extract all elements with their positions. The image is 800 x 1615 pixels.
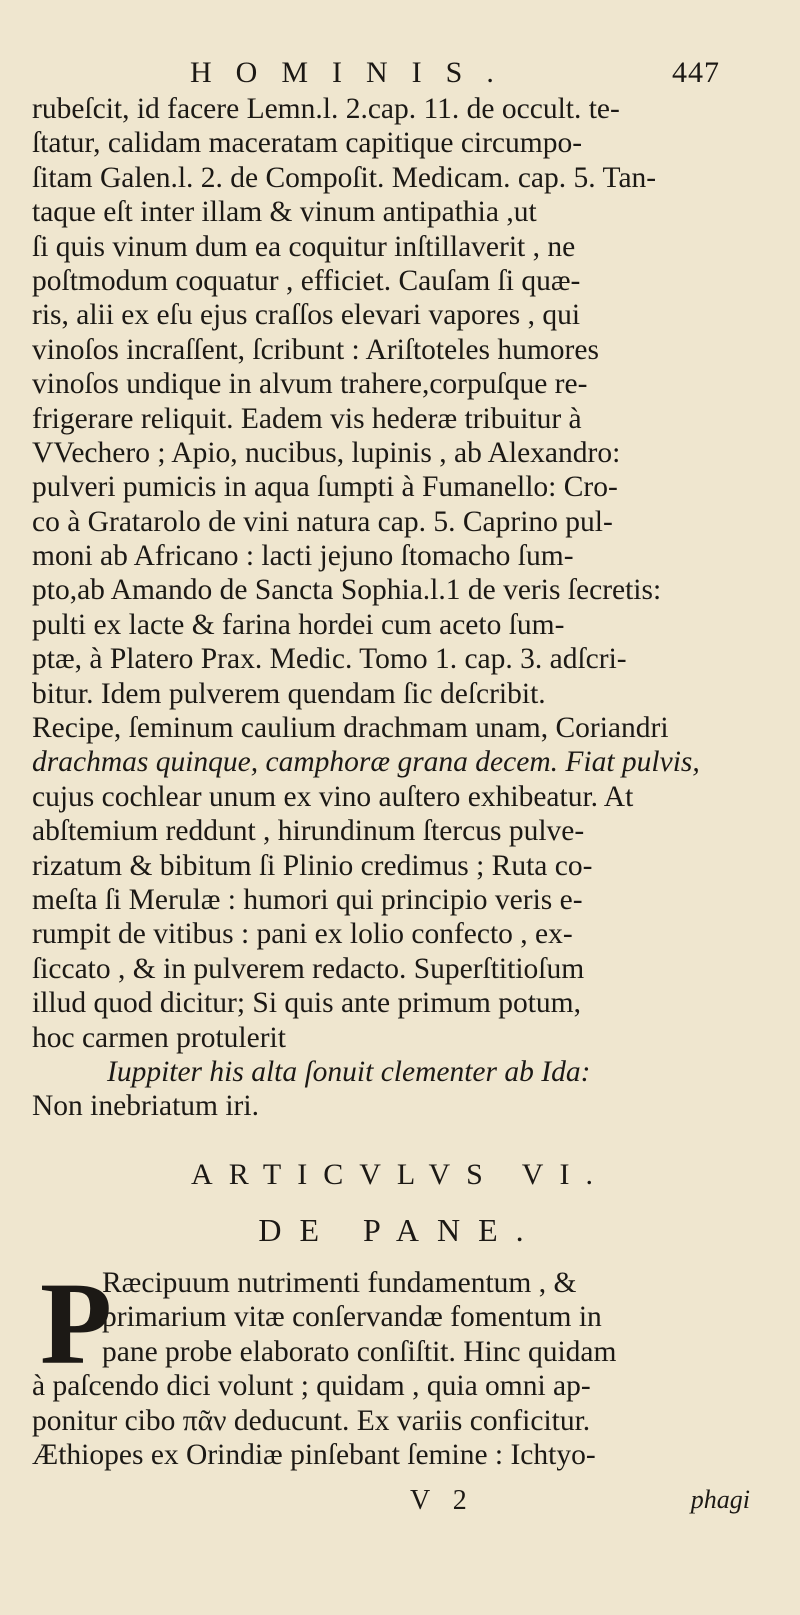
text-line: pane probe elaborato conſiſtit. Hinc quidam (102, 1335, 617, 1368)
body-text (32, 92, 732, 1124)
text-line: Ræcipuum nutrimenti fundamentum , & (102, 1267, 577, 1299)
text-line: pulti ex lacte & farina hordei cum aceto ſum- (32, 608, 565, 641)
text-line: pulveri pumicis in aqua ſumpti à Fumanello: Cro- (32, 471, 618, 504)
text-line: abſtemium reddunt , hirundinum ſtercus pulve- (32, 815, 585, 848)
text-line: moni ab Africano : lacti jejuno ſtomacho ſum- (32, 540, 574, 573)
text-line: Recipe, ſeminum caulium drachmam unam, Coriandri (32, 712, 669, 745)
catchword: phagi (690, 1485, 750, 1514)
drop-cap: P (40, 1258, 113, 1389)
text-line: frigerare reliquit. Eadem vis hederæ tribuitur à (32, 402, 582, 435)
text-line: meſta ſi Merulæ : humori qui principio veris e- (32, 883, 583, 916)
opening-paragraph (32, 1258, 752, 1472)
text-line: ſtatur, calidam maceratam capitique circumpo- (32, 127, 583, 160)
text-line: rumpit de vitibus : pani ex lolio confecto , ex- (32, 918, 573, 951)
text-line: rizatum & bibitum ſi Plinio credimus ; Ruta co- (32, 849, 593, 882)
text-line: ſitam Galen.l. 2. de Compoſit. Medicam. cap. 5. Tan- (32, 161, 657, 194)
text-line: Æthiopes ex Orindiæ pinſebant ſemine : Ichtyo- (32, 1438, 596, 1471)
text-line: ſiccato , & in pulverem redacto. Superſtitioſum (32, 952, 585, 985)
text-line: cujus cochlear unum ex vino auſtero exhibeatur. At (32, 780, 634, 813)
text-line: co à Gratarolo de vini natura cap. 5. Caprino pul- (32, 505, 613, 538)
chapter-heading: DE PANE. (258, 1212, 542, 1248)
page-header (40, 56, 720, 96)
text-line: ponitur cibo πᾶν deducunt. Ex variis conficitur. (32, 1404, 591, 1437)
text-line: Non inebriatum iri. (32, 1090, 259, 1123)
text-line: ptæ, à Platero Prax. Medic. Tomo 1. cap. 3. adſcri- (32, 643, 627, 676)
text-line: ris, alii ex eſu ejus craſſos elevari vapores , qui (32, 299, 581, 332)
text-line: hoc carmen protulerit (32, 1021, 286, 1054)
text-line: à paſcendo dici volunt ; quidam , quia omni ap- (32, 1370, 591, 1403)
article-heading: ARTICVLVS VI. (191, 1158, 609, 1191)
verse-quote: Iuppiter his alta ſonuit clementer ab Ida: (107, 1055, 591, 1088)
signature-mark: V 2 (410, 1485, 475, 1516)
text-line: primarium vitæ conſervandæ fomentum in (102, 1301, 602, 1334)
running-head: HOMINIS. (190, 56, 518, 89)
text-line: vinoſos undique in alvum trahere,corpuſque re- (32, 368, 588, 401)
text-line: vinoſos incraſſent, ſcribunt : Ariſtoteles humores (32, 333, 599, 366)
page-number: 447 (672, 56, 720, 89)
text-line-italic: drachmas quinque, camphoræ grana decem. Fiat pulvis, (32, 746, 700, 779)
text-line: poſtmodum coquatur , efficiet. Cauſam ſi quæ- (32, 264, 581, 297)
text-line: bitur. Idem pulverem quendam ſic deſcribit. (32, 677, 546, 710)
page-footer (0, 1485, 800, 1525)
text-line: VVechero ; Apio, nucibus, lupinis , ab Alexandro: (32, 436, 621, 469)
text-line: rubeſcit, id facere Lemn.l. 2.cap. 11. de occult. te- (32, 93, 620, 125)
text-line: illud quod dicitur; Si quis ante primum potum, (32, 987, 582, 1020)
text-line: ſi quis vinum dum ea coquitur inſtillaverit , ne (32, 230, 576, 263)
text-line: pto,ab Amando de Sancta Sophia.l.1 de veris ſecretis: (32, 574, 662, 607)
text-line: taque eſt inter illam & vinum antipathia ,ut (32, 196, 537, 229)
